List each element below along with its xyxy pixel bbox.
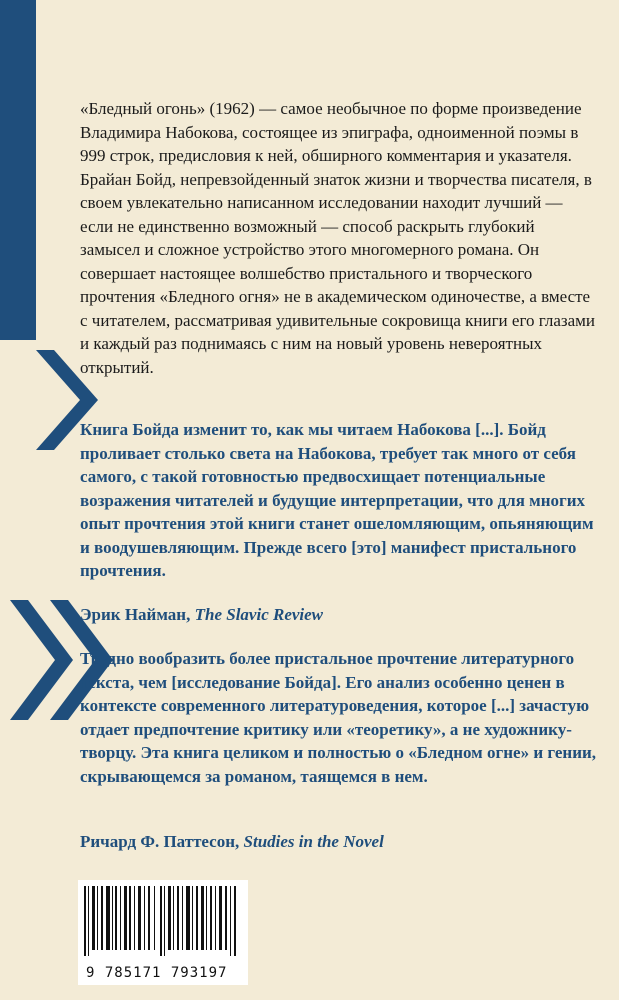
review-attribution-2 [80,830,599,854]
review-quote-1: Книга Бойда изменит то, как мы читаем Набокова [...]. Бойд проливает столько света на Набокова, требует так много от себя самого, с такой готовностью предвосхищает потенциальные возражения читателей и будущие интерпретации, что для многих опыт прочтения этой книги станет ошеломляющим, опьяняющим и воодушевляющим. Прежде всего [это] манифест пристального прочтения. [80,420,594,580]
review-source-2: Studies in the Novel [243,832,384,851]
blue-band-top [0,0,36,340]
barcode-bars [84,886,242,956]
review-source-1: The Slavic Review [194,605,324,624]
isbn-number: 9 785171 793197 [86,965,228,981]
review-author-2: Ричард Ф. Паттесон, [80,832,240,851]
review-quote-2: Трудно вообразить более пристальное прочтение литературного текста, чем [исследование Бойда]. Его анализ особенно ценен в контексте современного литературоведения, которое [...] зачастую отдает предпочтение критику или «теоретику», а не художнику-творцу. Эта книга целиком и полностью о «Бледном огне» и гении, скрывающемся за романом, таящемся в нем. [80,649,597,786]
review-attribution-1 [80,603,599,627]
barcode [78,880,248,985]
book-description: «Бледный огонь» (1962) — самое необычное по форме произведение Владимира Набокова, состоящее из эпиграфа, одноименной поэмы в 999 строк, предисловия к ней, обширного комментария и указателя. Брайан Бойд, непревзойденный знаток жизни и творчества писателя, в своем увлекательно написанном исследовании находит лучший — если не единственно возможный — способ раскрыть глубокий замысел и сложное устройство этого многомерного романа. Он совершает настоящее волшебство пристального и творческого прочтения «Бледного огня» не в академическом одиночестве, а вместе с читателем, рассматривая удивительные сокровища книги его глазами и каждый раз поднимаясь с ним на новый уровень невероятных открытий. [80,99,595,377]
review-author-1: Эрик Найман, [80,605,191,624]
